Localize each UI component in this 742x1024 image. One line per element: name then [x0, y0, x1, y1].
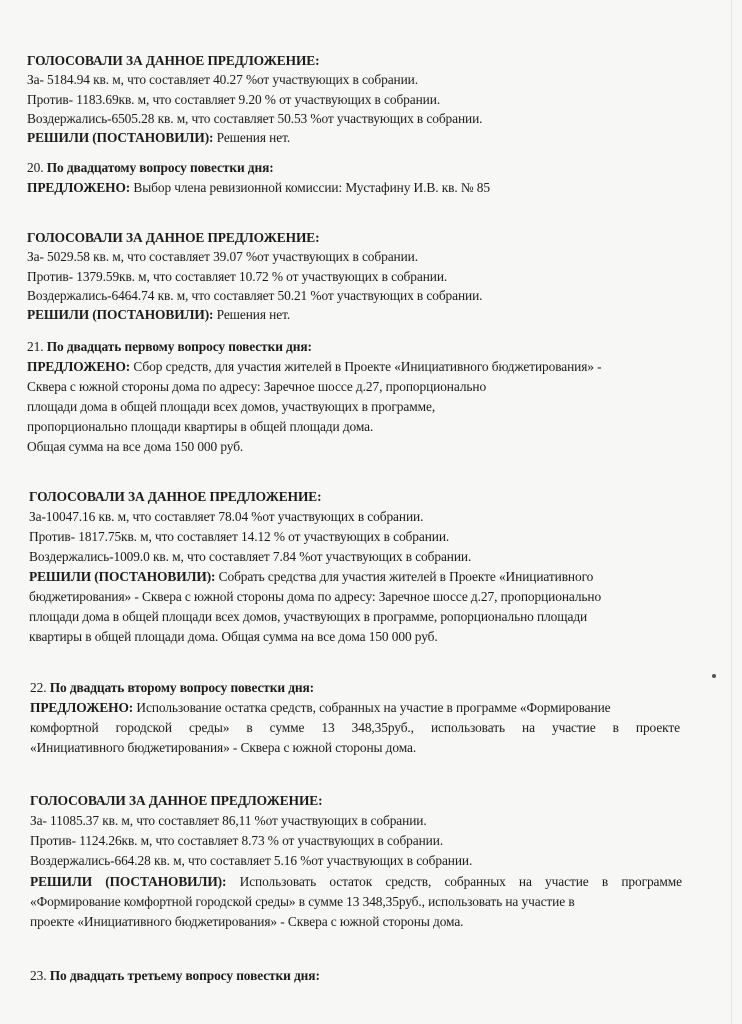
decision-2	[27, 306, 290, 323]
proposal-21-line-3: площади дома в общей площади всех домов, участвующих в программе,	[27, 399, 436, 414]
question-20-heading	[27, 159, 274, 176]
vote-heading-4: ГОЛОСОВАЛИ ЗА ДАННОЕ ПРЕДЛОЖЕНИЕ:	[30, 793, 323, 808]
proposal-21-line-4: пропорционально площади квартиры в общей площади дома.	[27, 419, 374, 434]
decision-text: Использовать остаток средств, собранных на участие в программе	[226, 874, 682, 889]
decision-text: Решения нет.	[213, 130, 291, 145]
proposal-label: ПРЕДЛОЖЕНО:	[27, 359, 131, 374]
proposal-20	[27, 179, 490, 196]
vote-for-3: За-10047.16 кв. м, что составляет 78.04 %от участвующих в собрании.	[29, 509, 424, 524]
vote-against-1: Против- 1183.69кв. м, что составляет 9.20 % от участвующих в собрании.	[27, 92, 441, 107]
proposal-22-line-3: «Инициативного бюджетирования» - Сквера с южной стороны дома.	[30, 740, 417, 755]
scan-edge	[731, 0, 732, 1024]
vote-heading-2: ГОЛОСОВАЛИ ЗА ДАННОЕ ПРЕДЛОЖЕНИЕ:	[27, 230, 320, 245]
decision-text: Решения нет.	[213, 307, 291, 322]
decision-text: Собрать средства для участия жителей в Проекте «Инициативного	[215, 569, 594, 584]
vote-abstain-1: Воздержались-6505.28 кв. м, что составляет 50.53 %от участвующих в собрании.	[27, 111, 483, 126]
decision-label: РЕШИЛИ (ПОСТАНОВИЛИ):	[30, 874, 227, 889]
question-number: 21.	[27, 339, 47, 354]
vote-abstain-3: Воздержались-1009.0 кв. м, что составляет 7.84 %от участвующих в собрании.	[29, 549, 472, 564]
proposal-text: Сбор средств, для участия жителей в Проекте «Инициативного бюджетирования» -	[130, 359, 602, 374]
vote-for-4: За- 11085.37 кв. м, что составляет 86,11 %от участвующих в собрании.	[30, 813, 427, 828]
proposal-label: ПРЕДЛОЖЕНО:	[30, 700, 134, 715]
vote-abstain-2: Воздержались-6464.74 кв. м, что составляет 50.21 %от участвующих в собрании.	[27, 288, 483, 303]
decision-1	[27, 129, 290, 146]
vote-against-3: Против- 1817.75кв. м, что составляет 14.12 % от участвующих в собрании.	[29, 529, 450, 544]
vote-heading-1: ГОЛОСОВАЛИ ЗА ДАННОЕ ПРЕДЛОЖЕНИЕ:	[27, 53, 320, 68]
question-23-heading	[30, 967, 320, 984]
proposal-21-line-1	[27, 358, 602, 375]
decision-4-line-1	[30, 873, 682, 890]
question-title: По двадцатому вопросу повестки дня:	[46, 160, 274, 175]
proposal-text: Выбор члена ревизионной комиссии: Мустафину И.В. кв. № 85	[130, 180, 490, 195]
proposal-label: ПРЕДЛОЖЕНО:	[27, 180, 131, 195]
question-number: 23.	[30, 968, 50, 983]
decision-4-line-2: «Формирование комфортной городской среды» в сумме 13 348,35руб., использовать на участие в	[30, 894, 575, 909]
vote-abstain-4: Воздержались-664.28 кв. м, что составляет 5.16 %от участвующих в собрании.	[30, 853, 473, 868]
question-number: 22.	[30, 680, 50, 695]
question-21-heading	[27, 338, 312, 355]
vote-against-2: Против- 1379.59кв. м, что составляет 10.72 % от участвующих в собрании.	[27, 269, 448, 284]
decision-3-line-1	[29, 568, 593, 585]
proposal-22-line-1	[30, 699, 611, 716]
vote-for-1: За- 5184.94 кв. м, что составляет 40.27 %от участвующих в собрании.	[27, 72, 418, 87]
decision-label: РЕШИЛИ (ПОСТАНОВИЛИ):	[27, 307, 214, 322]
vote-for-2: За- 5029.58 кв. м, что составляет 39.07 %от участвующих в собрании.	[27, 249, 418, 264]
vote-against-4: Против- 1124.26кв. м, что составляет 8.73 % от участвующих в собрании.	[30, 833, 444, 848]
scan-speck	[712, 674, 716, 678]
question-title: По двадцать первому вопросу повестки дня:	[46, 339, 312, 354]
decision-3-line-4: квартиры в общей площади дома. Общая сумма на все дома 150 000 руб.	[29, 629, 438, 644]
proposal-21-line-5: Общая сумма на все дома 150 000 руб.	[27, 439, 244, 454]
decision-3-line-2: бюджетирования» - Сквера с южной стороны дома по адресу: Заречное шоссе д.27, пропорционально	[29, 589, 602, 604]
proposal-text: Использование остатка средств, собранных на участие в программе «Формирование	[133, 700, 611, 715]
proposal-21-line-2: Сквера с южной стороны дома по адресу: Заречное шоссе д.27, пропорционально	[27, 379, 487, 394]
decision-3-line-3: площади дома в общей площади всех домов, участвующих в программе, ропорционально площади	[29, 609, 588, 624]
vote-heading-3: ГОЛОСОВАЛИ ЗА ДАННОЕ ПРЕДЛОЖЕНИЕ:	[29, 489, 322, 504]
proposal-22-line-2: комфортной городской среды» в сумме 13 348,35руб., использовать на участие в проекте	[30, 720, 680, 735]
question-22-heading	[30, 679, 314, 696]
decision-4-line-3: проекте «Инициативного бюджетирования» - Сквера с южной стороны дома.	[30, 914, 464, 929]
question-number: 20.	[27, 160, 47, 175]
question-title: По двадцать второму вопросу повестки дня:	[49, 680, 315, 695]
decision-label: РЕШИЛИ (ПОСТАНОВИЛИ):	[29, 569, 216, 584]
question-title: По двадцать третьему вопросу повестки дня:	[49, 968, 320, 983]
decision-label: РЕШИЛИ (ПОСТАНОВИЛИ):	[27, 130, 214, 145]
